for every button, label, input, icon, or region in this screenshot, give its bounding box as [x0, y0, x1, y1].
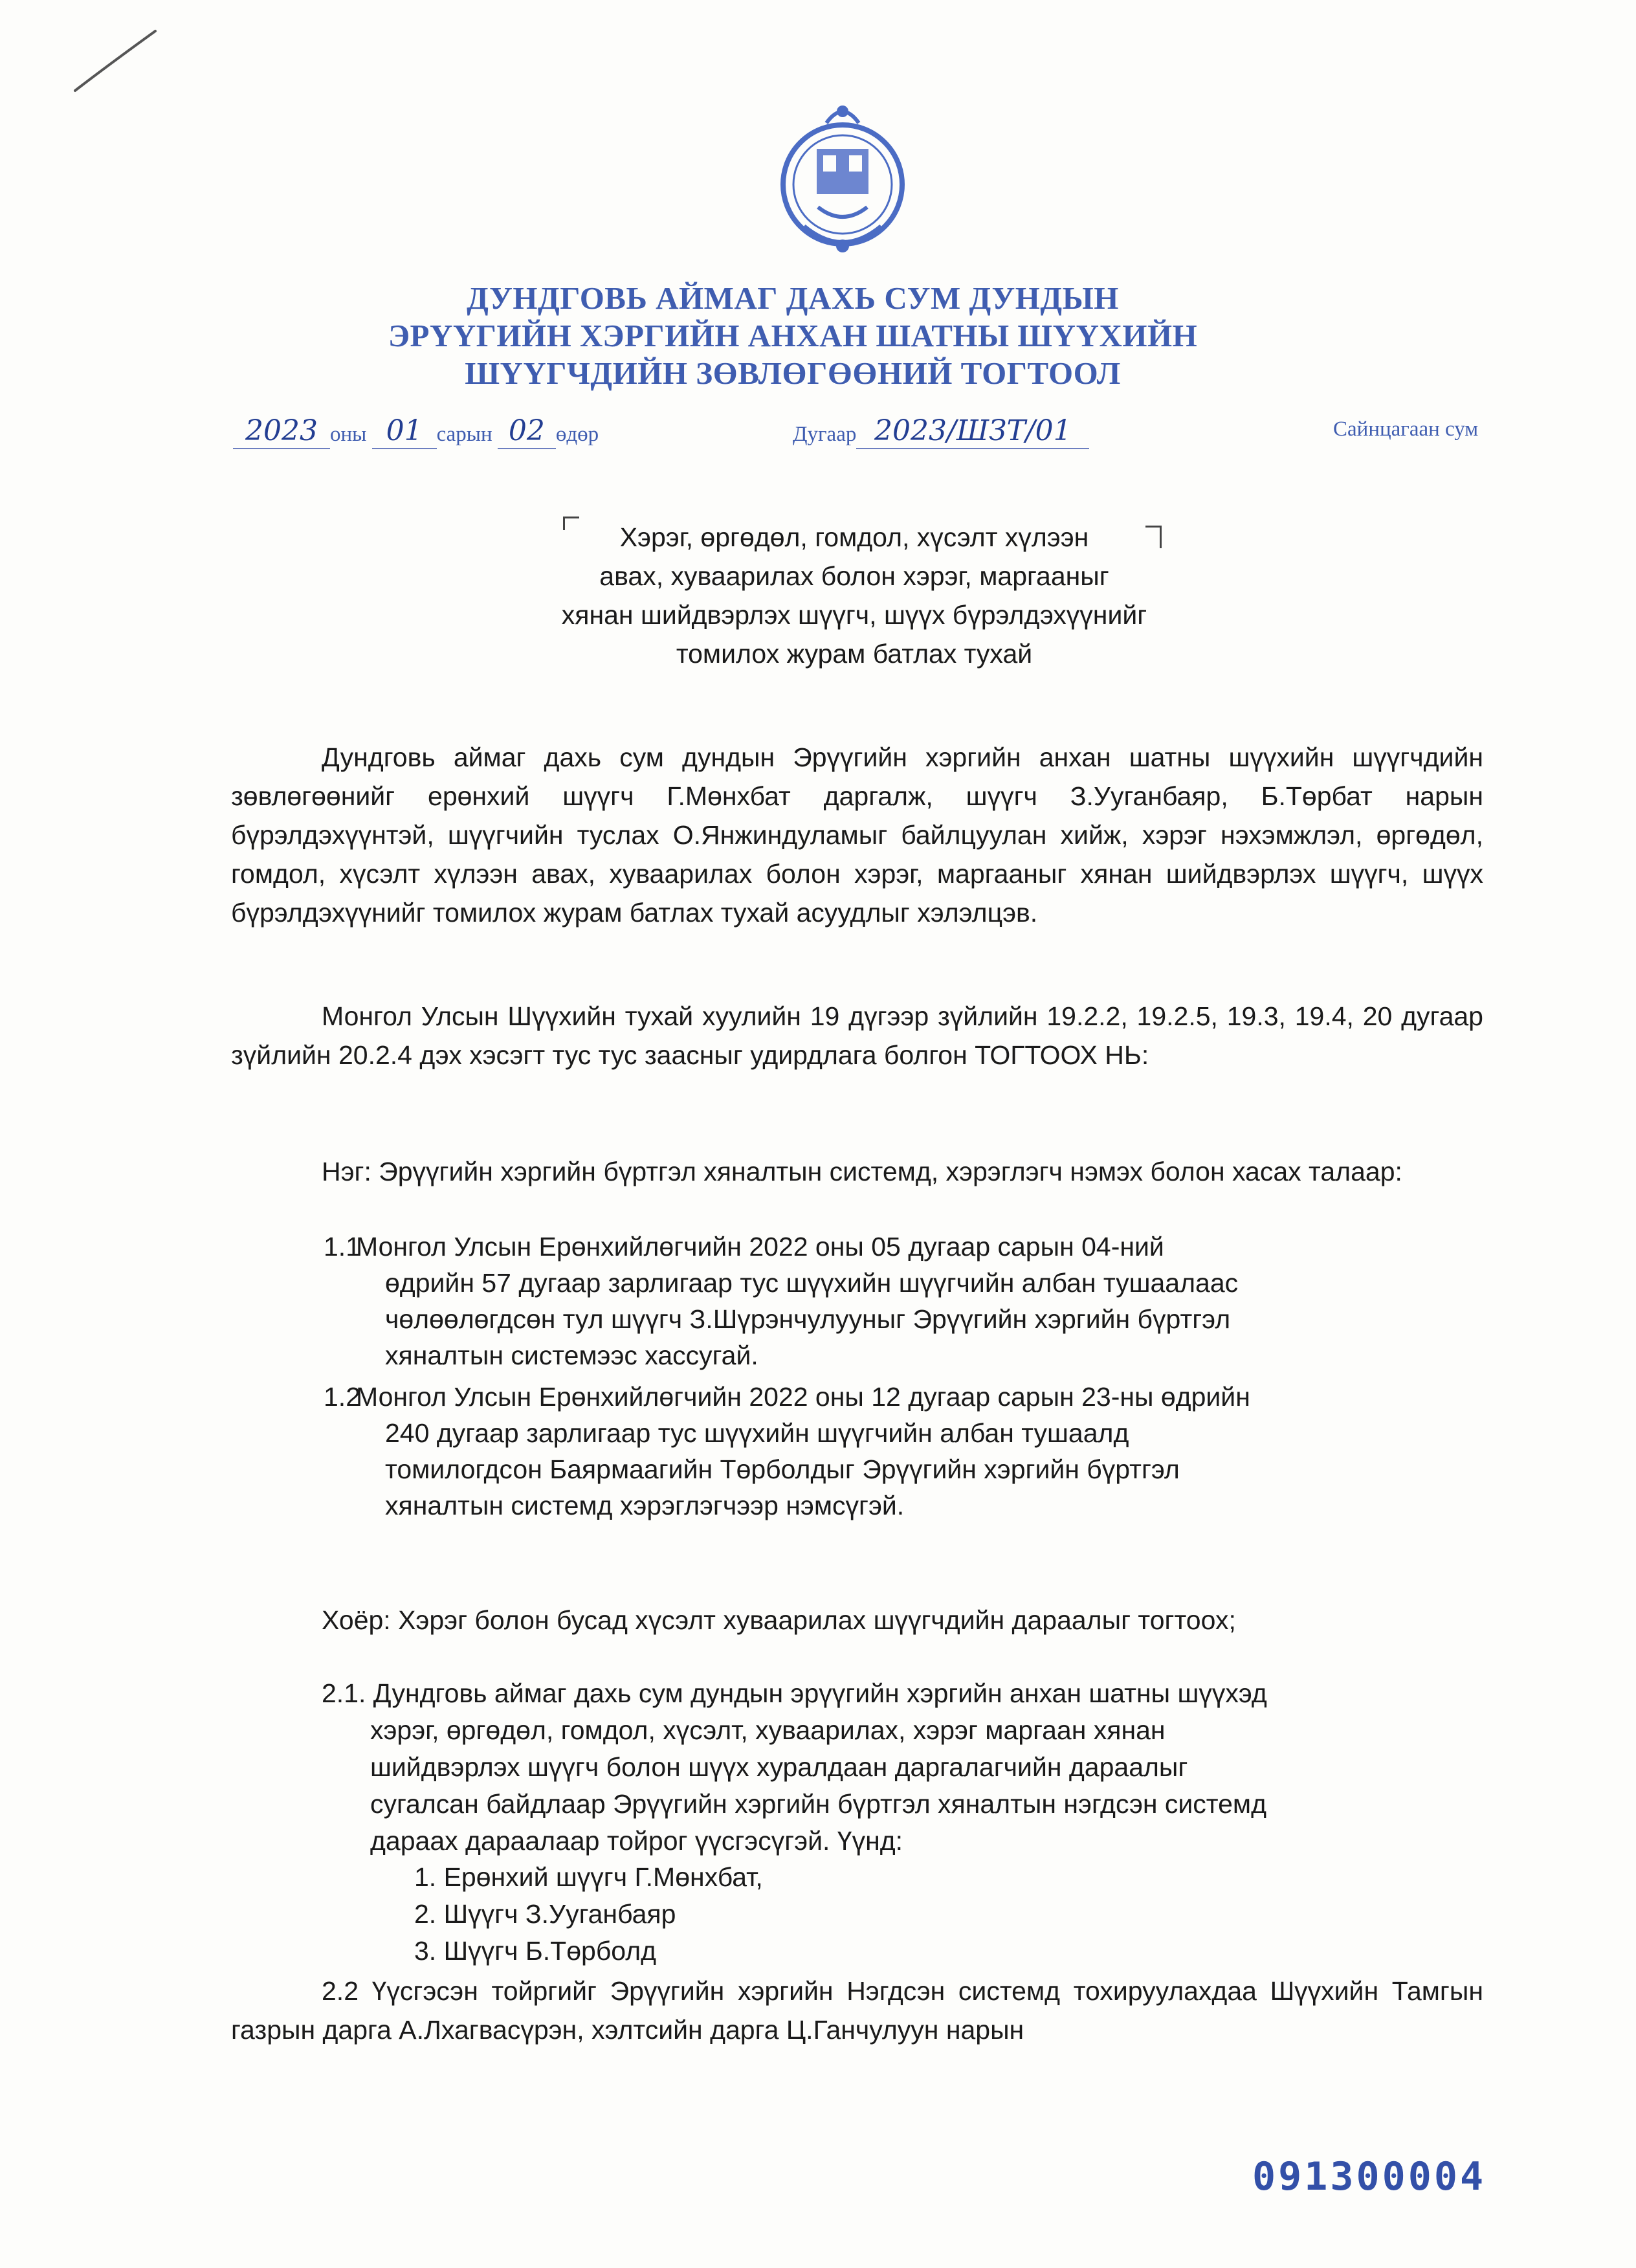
- number-label: Дугаар: [793, 423, 857, 446]
- subject-line: хянан шийдвэрлэх шүүгч, шүүх бүрэлдэхүүнийг: [561, 600, 1147, 630]
- clause-line: хяналтын системээс хассугай.: [385, 1340, 758, 1370]
- intro-paragraph: Дундговь аймаг дахь сум дундын Эрүүгийн хэргийн анхан шатны шүүхийн шүүгчдийн зөвлөгөөнийг ерөнхий шүүгч Г.Мөнхбат даргалж, шүүгч З.Ууганбаяр, Б.Төрбат нарын бүрэлдэхүүнтэй, шүүгчийн туслах О.Янжиндуламыг байлцуулан хийж, хэрэг нэхэмжлэл, өргөдөл, гомдол, хүсэлт хүлээн авах, хуваарилах болон хэрэг, маргааныг хянан шийдвэрлэх шүүгч, шүүх бүрэлдэхүүнийг томилох журам батлах тухай асуудлыг хэлэлцэв.: [231, 742, 1483, 928]
- clause-number: 1.1: [324, 1232, 360, 1262]
- clause-line: 240 дугаар зарлигаар тус шүүхийн шүүгчийн албан тушаалд: [385, 1418, 1129, 1448]
- document-number-stamp: 091300004: [1252, 2154, 1487, 2199]
- clause-text: [356, 1228, 1239, 1373]
- pen-stroke-mark: [70, 26, 160, 97]
- legal-basis-paragraph-container: [231, 997, 1483, 1074]
- section-one-container: [231, 1152, 1483, 1191]
- clause-line: томилогдсон Баярмаагийн Төрболдыг Эрүүгийн хэргийн бүртгэл: [385, 1454, 1180, 1484]
- document-meta-row: [233, 414, 1508, 460]
- clause-2-2: 2.2 Үүсгэсэн тойргийг Эрүүгийн хэргийн Нэгдсэн системд тохируулахдаа Шүүхийн Тамгын газрын дарга А.Лхагвасүрэн, хэлтсийн дарга Ц.Ганчулуун нарын: [231, 1976, 1483, 2045]
- judge-list-item: 3. Шүүгч Б.Төрболд: [414, 1936, 657, 1966]
- clause-line: чөлөөлөгдсөн тул шүүгч З.Шүрэнчулууныг Эрүүгийн хэргийн бүртгэл: [385, 1304, 1231, 1334]
- clause-line: сугалсан байдлаар Эрүүгийн хэргийн бүртгэл хяналтын нэгдсэн системд: [370, 1789, 1267, 1819]
- clause-continuation: [322, 1712, 1483, 1860]
- clause-line: шийдвэрлэх шүүгч болон шүүх хуралдаан даргалагчийн дараалыг: [370, 1752, 1188, 1782]
- document-subject: [388, 518, 1320, 673]
- day-label: өдөр: [555, 423, 599, 446]
- clause-line: Монгол Улсын Ерөнхийлөгчийн 2022 оны 05 дугаар сарын 04-ний: [356, 1232, 1164, 1262]
- document-number: 2023/ШЗТ/01: [856, 414, 1089, 449]
- year-label: оны: [330, 423, 367, 446]
- clause-line: хяналтын системд хэрэглэгчээр нэмсүгэй.: [385, 1491, 905, 1520]
- clause-line: хэрэг, өргөдөл, гомдол, хүсэлт, хуваарилах, хэрэг маргаан хянан: [370, 1715, 1166, 1745]
- clause-2-1: [322, 1675, 1483, 1860]
- header-line-2: ЭРҮҮГИЙН ХЭРГИЙН АНХАН ШАТНЫ ШҮҮХИЙН: [388, 318, 1198, 353]
- header-line-1: ДУНДГОВЬ АЙМАГ ДАХЬ СУМ ДУНДЫН: [467, 280, 1119, 316]
- number-field: [793, 414, 1089, 449]
- clause-number: 1.2: [324, 1382, 360, 1412]
- date-day: 02: [498, 414, 556, 449]
- clause-line: өдрийн 57 дугаар зарлигаар тус шүүхийн шүүгчийн албан тушаалаас: [385, 1268, 1239, 1298]
- clause-2-2-container: [231, 1972, 1483, 2049]
- subject-line: Хэрэг, өргөдөл, гомдол, хүсэлт хүлээн: [619, 522, 1089, 552]
- clause-first-line: 2.1. Дундговь аймаг дахь сум дундын эрүүгийн хэргийн анхан шатны шүүхэд: [322, 1678, 1267, 1708]
- clause-line: дараах дараалаар тойрог үүсгэсүгэй. Үүнд:: [370, 1826, 903, 1856]
- subject-line: авах, хуваарилах болон хэрэг, маргааныг: [599, 561, 1109, 591]
- subject-line: томилох журам батлах тухай: [676, 639, 1033, 669]
- date-year: 2023: [233, 414, 330, 449]
- legal-basis-paragraph: Монгол Улсын Шүүхийн тухай хуулийн 19 дүгээр зүйлийн 19.2.2, 19.2.5, 19.3, 19.4, 20 дугаар зүйлийн 20.2.4 дэх хэсэгт тус тус заасныг удирдлага болгон ТОГТООХ НЬ:: [231, 1001, 1483, 1070]
- place-field: [1333, 414, 1478, 444]
- intro-paragraph-container: [231, 738, 1483, 932]
- section-two-heading: Хоёр: Хэрэг болон бусад хүсэлт хуваарилах шүүгчдийн дараалыг тогтоох;: [322, 1605, 1236, 1635]
- court-resolution-header: [259, 280, 1327, 392]
- header-line-3: ШҮҮГЧДИЙН ЗӨВЛӨГӨӨНИЙ ТОГТООЛ: [465, 355, 1121, 391]
- judge-list-item: 1. Ерөнхий шүүгч Г.Мөнхбат,: [414, 1862, 763, 1892]
- state-emblem-icon: [778, 97, 907, 269]
- clause-line: Монгол Улсын Ерөнхийлөгчийн 2022 оны 12 дугаар сарын 23-ны өдрийн: [356, 1382, 1250, 1412]
- clause-text: [356, 1379, 1250, 1524]
- place-name: Сайнцагаан сум: [1333, 417, 1479, 441]
- section-one-heading: Нэг: Эрүүгийн хэргийн бүртгэл хяналтын системд, хэрэглэгч нэмэх болон хасах талаар:: [322, 1157, 1402, 1186]
- judge-list-item: 2. Шүүгч З.Ууганбаяр: [414, 1899, 676, 1929]
- month-label: сарын: [436, 423, 492, 446]
- date-month: 01: [372, 414, 437, 449]
- date-field: [233, 414, 599, 449]
